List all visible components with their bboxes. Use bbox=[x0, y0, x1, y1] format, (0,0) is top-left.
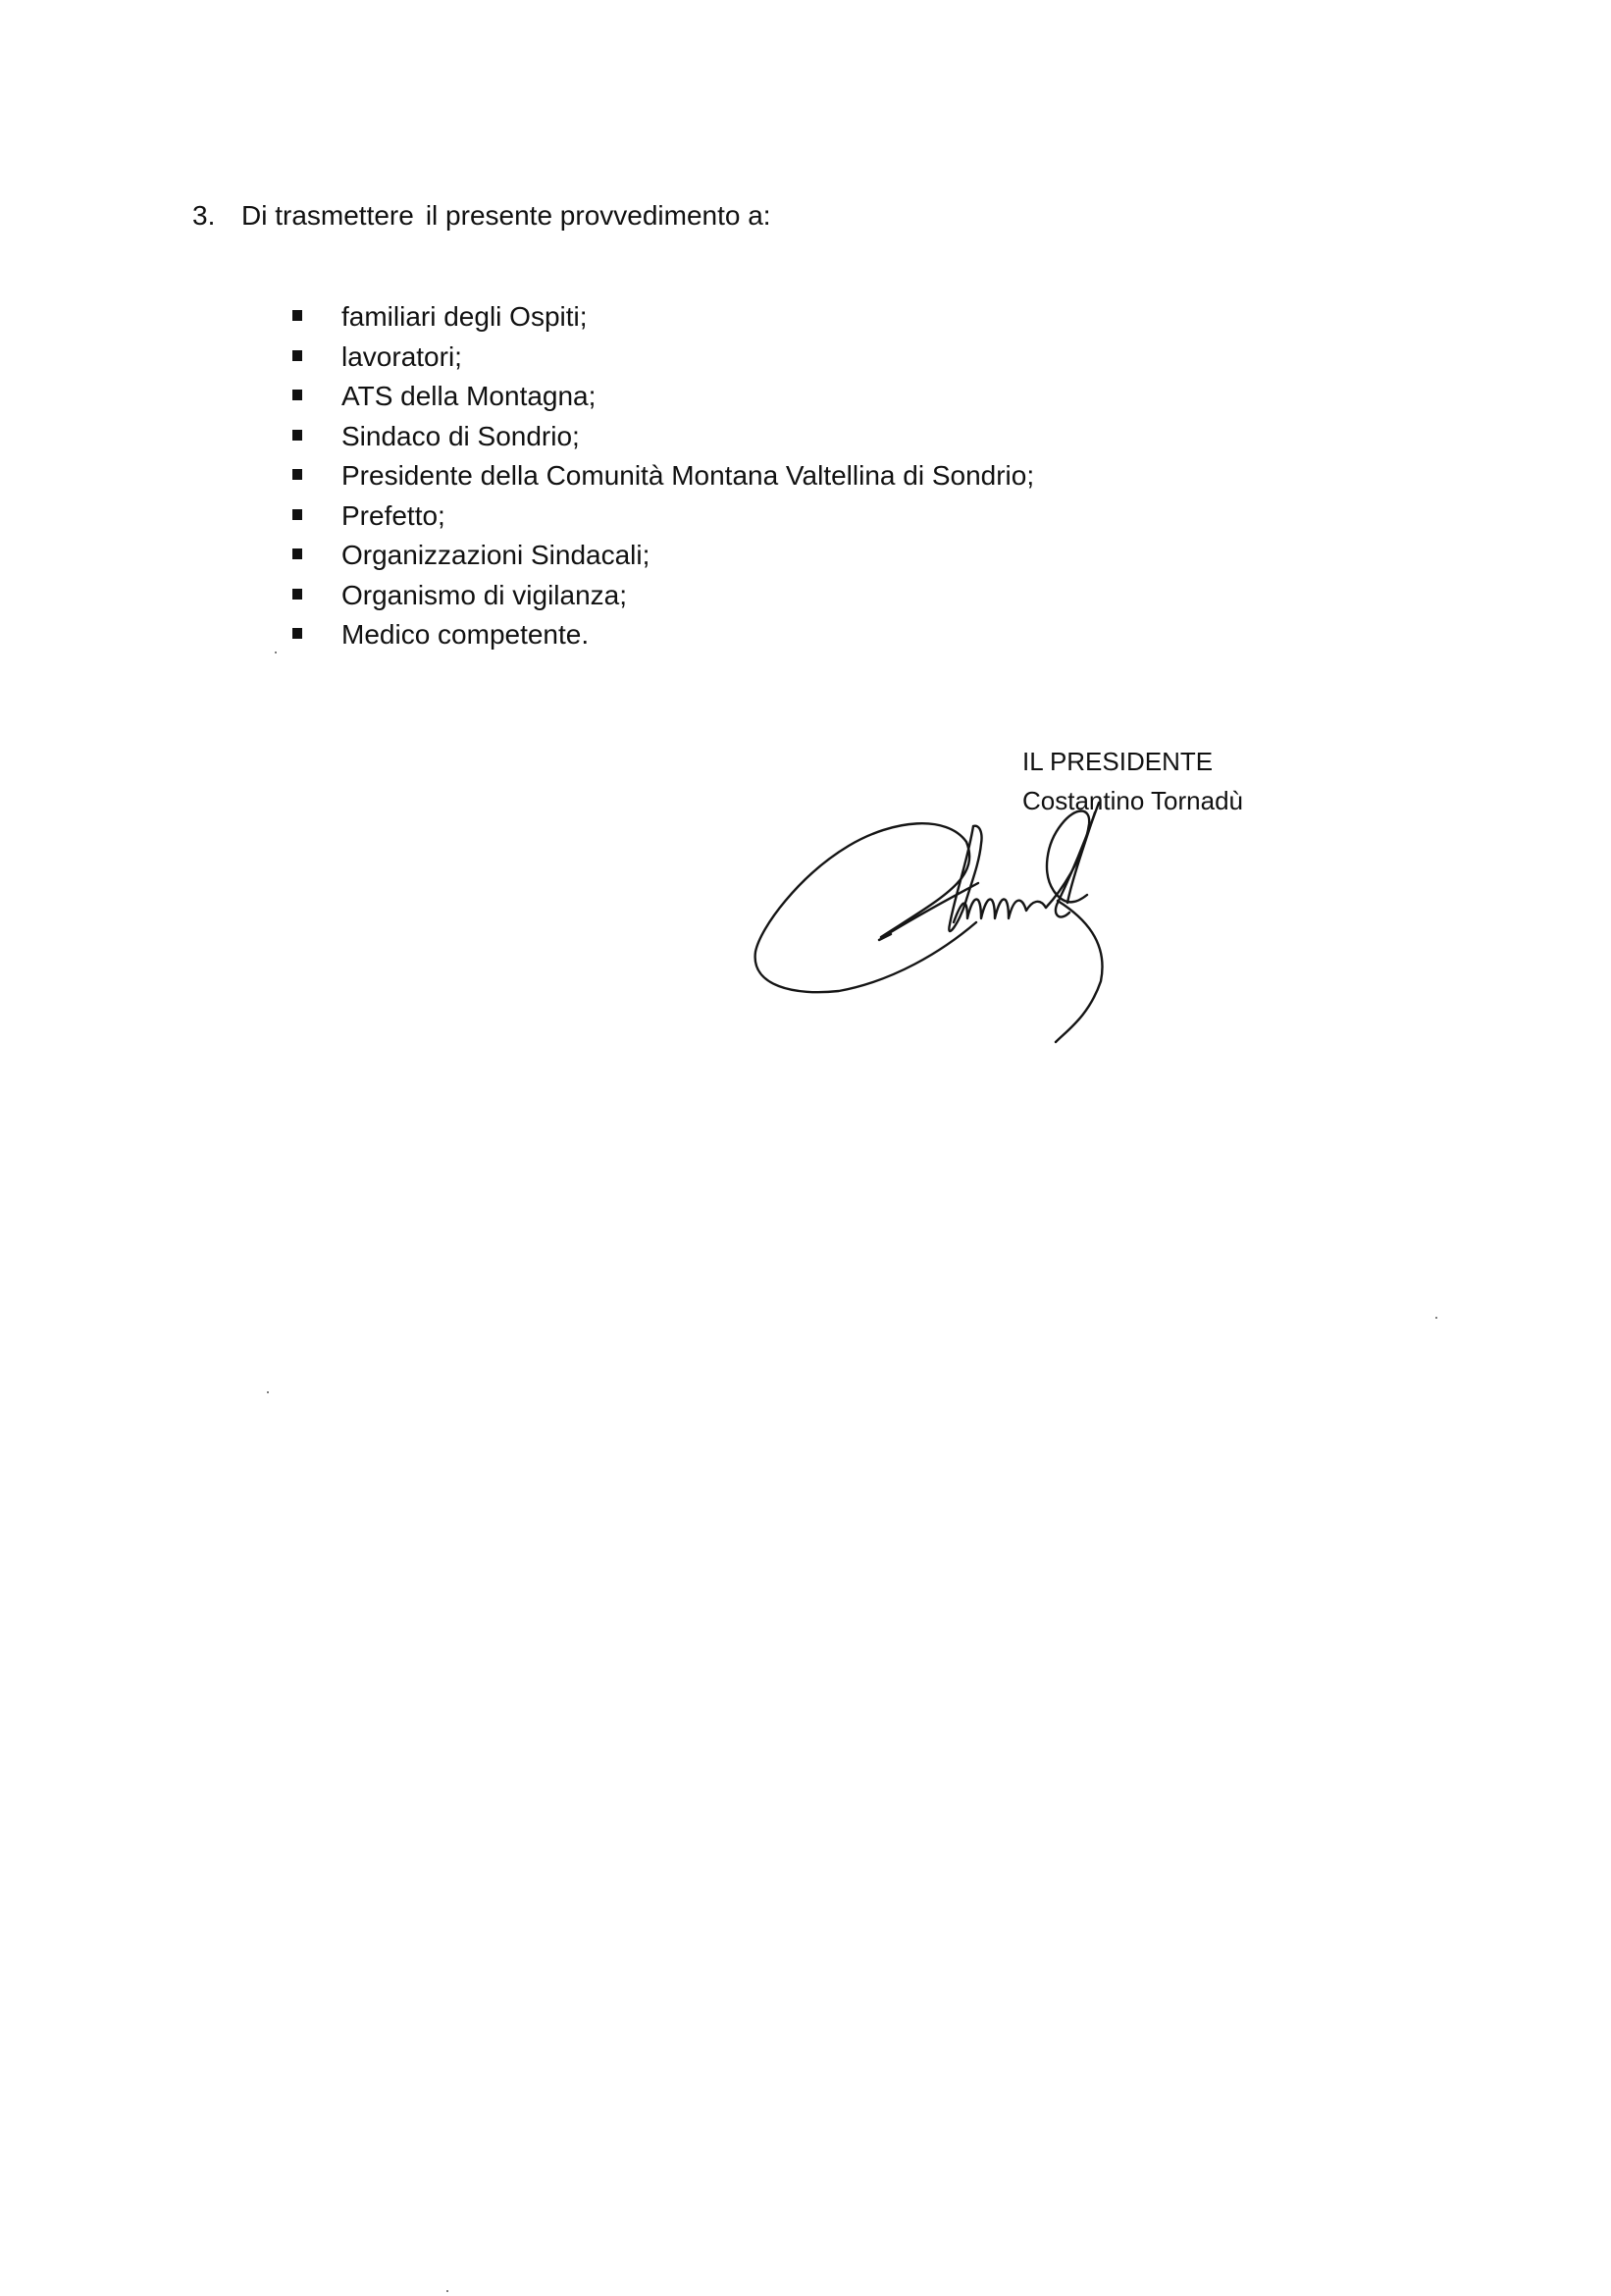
signatory-name: Costantino Tornadù bbox=[1022, 786, 1244, 815]
item-text-verb: Di trasmettere bbox=[241, 200, 414, 231]
item-text-object: il presente provvedimento a: bbox=[425, 200, 771, 231]
list-item bbox=[290, 615, 1034, 655]
square-bullet-icon bbox=[292, 310, 302, 321]
square-bullet-icon bbox=[292, 509, 302, 520]
list-item bbox=[290, 536, 1034, 576]
list-item-label: Organismo di vigilanza; bbox=[341, 579, 628, 610]
square-bullet-icon bbox=[292, 430, 302, 441]
square-bullet-icon bbox=[292, 390, 302, 400]
square-bullet-icon bbox=[292, 628, 302, 639]
list-item-label: Organizzazioni Sindacali; bbox=[341, 540, 650, 570]
scan-speck bbox=[1435, 1317, 1437, 1319]
square-bullet-icon bbox=[292, 548, 302, 559]
list-item-label: familiari degli Ospiti; bbox=[341, 301, 588, 332]
item-3-heading bbox=[192, 196, 771, 235]
square-bullet-icon bbox=[292, 469, 302, 480]
list-item bbox=[290, 456, 1034, 496]
item-number: 3. bbox=[192, 200, 216, 231]
scan-speck bbox=[275, 652, 277, 653]
recipient-list bbox=[290, 297, 1034, 655]
list-item bbox=[290, 297, 1034, 338]
list-item-label: Presidente della Comunità Montana Valtellina di Sondrio; bbox=[341, 460, 1035, 491]
list-item-label: lavoratori; bbox=[341, 340, 462, 372]
list-item-label: Prefetto; bbox=[341, 499, 445, 531]
handwritten-signature bbox=[746, 785, 1177, 1060]
scan-speck bbox=[446, 2290, 448, 2292]
list-item-label: Medico competente. bbox=[341, 619, 590, 650]
signatory-title: IL PRESIDENTE bbox=[1022, 747, 1214, 776]
list-item bbox=[290, 417, 1034, 457]
square-bullet-icon bbox=[292, 589, 302, 600]
list-item bbox=[290, 576, 1034, 616]
list-item bbox=[290, 377, 1034, 417]
list-item-label: Sindaco di Sondrio; bbox=[341, 420, 580, 451]
scan-speck bbox=[267, 1391, 269, 1393]
list-item bbox=[290, 496, 1034, 537]
square-bullet-icon bbox=[292, 350, 302, 361]
list-item bbox=[290, 338, 1034, 378]
list-item-label: ATS della Montagna; bbox=[341, 381, 597, 411]
